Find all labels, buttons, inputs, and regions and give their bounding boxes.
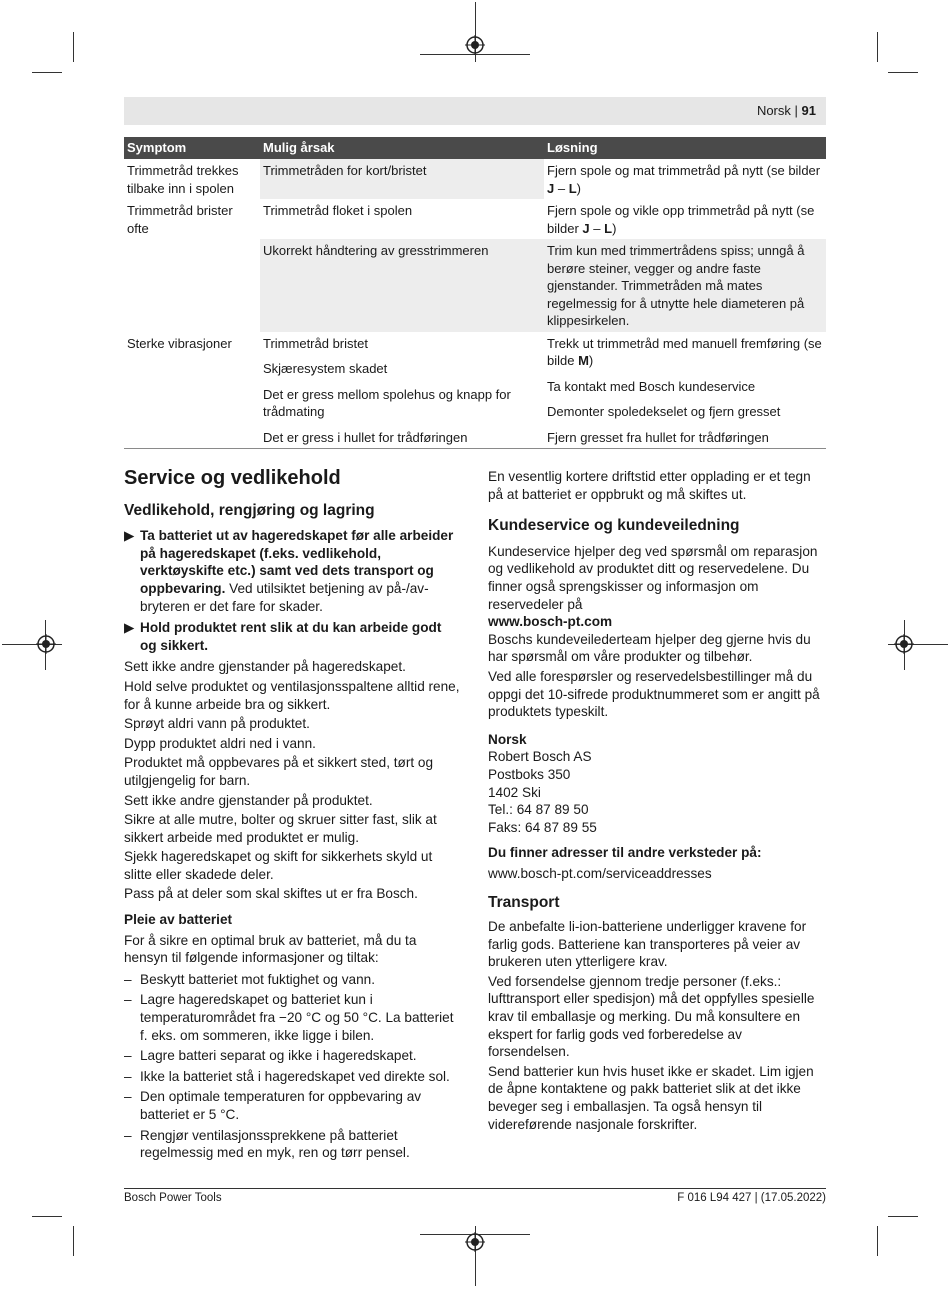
paragraph: Pass på at deler som skal skiftes ut er fra Bosch.	[124, 886, 418, 902]
footer-docnum: F 016 L94 427 | (17.05.2022)	[677, 1192, 826, 1204]
country-title: Norsk	[488, 731, 527, 747]
list-item	[124, 971, 460, 989]
paragraph: Produktet må oppbevares på et sikkert sted, tørt og utilgjengelig for barn.	[124, 755, 434, 788]
phone-line: Tel.: 64 87 89 50	[488, 802, 589, 818]
paragraph: Sjekk hageredskapet og skift for sikkerhets skyld ut slitte eller skadede deler.	[124, 849, 433, 882]
warning-text: Ved utilsiktet betjening av på-/av-bryteren er det fare for skader.	[140, 580, 429, 614]
service-url-text: www.bosch-pt.com	[488, 614, 613, 630]
solution-item: Ta kontakt med Bosch kundeservice	[547, 378, 756, 394]
paragraph: Sett ikke andre gjenstander på hageredskapet.	[124, 659, 406, 675]
bullet-triangle-icon: ▶	[124, 528, 135, 544]
table-row	[124, 239, 826, 332]
cause-cell: Ukorrekt håndtering av gresstrimmeren	[260, 239, 544, 332]
list-item	[124, 1127, 460, 1162]
battery-title: Pleie av batteriet	[124, 912, 233, 928]
warning-bold-text: Ta batteriet ut av hageredskapet før alle arbeider på hageredskapet (f.eks. vedlikehold, verktøyskifte etc.) samt ved dets transport og oppbevaring.	[140, 528, 454, 596]
subsection-title: Vedlikehold, rengjøring og lagring	[124, 501, 375, 519]
solution-item: Fjern gresset fra hullet for trådføringen	[547, 429, 769, 445]
crop-mark	[877, 32, 878, 62]
fax-line: Faks: 64 87 89 55	[488, 819, 597, 835]
table-row	[124, 159, 826, 199]
transport-title: Transport	[488, 894, 560, 912]
column-header: Løsning	[544, 137, 826, 159]
address-line: Postboks 350	[488, 766, 571, 782]
solution-cell	[544, 159, 826, 199]
list-item-text: Den optimale temperaturen for oppbevaring av batteriet er 5 °C.	[140, 1089, 422, 1122]
symptom-cell	[124, 239, 260, 332]
column-header: Symptom	[124, 137, 260, 159]
registration-mark-icon	[894, 634, 914, 654]
crop-mark	[32, 72, 62, 73]
paragraph: Hold selve produktet og ventilasjonsspaltene alltid rene, for å kunne arbeide bra og sikkert.	[124, 678, 460, 712]
figure-ref: J	[582, 220, 590, 236]
service-text: Kundeservice hjelper deg ved spørsmål om reparasjon og vedlikehold av produktet ditt og reservedelene. Du finner også sprengskisser og informasjon om reservedeler på	[488, 543, 818, 612]
solution-cell	[544, 199, 826, 239]
list-item	[124, 1088, 460, 1123]
footer-divider	[124, 1188, 826, 1189]
list-item	[124, 1047, 460, 1065]
service-url	[488, 613, 826, 631]
symptom-cell: Trimmetråd brister ofte	[127, 203, 233, 236]
workshops-title: Du finner adresser til andre verksteder på:	[488, 845, 762, 861]
solution-item: Demonter spoledekselet og fjern gresset	[547, 404, 781, 419]
list-item-text: Rengjør ventilasjonssprekkene på batteriet regelmessig med en myk, ren og tørr pensel.	[140, 1127, 410, 1161]
table-header-row	[124, 137, 826, 159]
symptom-cell: Trimmetråd trekkes tilbake inn i spolen	[127, 163, 239, 196]
section-title: Service og vedlikehold	[124, 467, 341, 489]
cause-cell	[260, 332, 544, 449]
crop-mark	[877, 1226, 878, 1256]
solution-cell: Trim kun med trimmertrådens spiss; unngå å berøre steiner, vegger og andre faste gjenstander. Trimmetråden må mates regelmessig for å utnytte hele diameteren på klippesirkelen.	[544, 239, 826, 332]
troubleshooting-table	[124, 137, 826, 449]
workshops-url: www.bosch-pt.com/serviceaddresses	[488, 865, 712, 881]
cause-item: Trimmetråd bristet	[263, 335, 368, 351]
list-item	[124, 991, 460, 1044]
cause-item: Det er gress i hullet for trådføringen	[263, 429, 468, 445]
cause-cell: Trimmetråden for kort/bristet	[260, 159, 544, 199]
closing-paren: )	[576, 180, 581, 196]
registration-mark-icon	[36, 634, 56, 654]
dash-marker: –	[124, 971, 132, 987]
registration-mark-icon	[465, 35, 485, 55]
footer-brand: Bosch Power Tools	[124, 1192, 222, 1204]
paragraph: De anbefalte li-ion-batteriene underligger kravene for farlig gods. Batteriene kan transporteres på veier av brukeren uten ytterligere krav.	[488, 919, 807, 970]
closing-paren: )	[612, 220, 617, 236]
solution-item	[547, 335, 823, 370]
column-header: Mulig årsak	[260, 137, 544, 159]
solution-cell	[544, 332, 826, 449]
crop-mark	[73, 1226, 74, 1256]
address-line: 1402 Ski	[488, 784, 541, 800]
dash-marker: –	[124, 992, 132, 1008]
symptom-cell: Sterke vibrasjoner	[124, 332, 260, 449]
warning-bullet	[124, 527, 460, 615]
paragraph: Boschs kundeveilederteam hjelper deg gjerne hvis du har spørsmål om våre produkter og tilbehør.	[488, 631, 811, 665]
figure-ref: J	[547, 180, 555, 196]
table-row	[124, 332, 826, 449]
list-item-text: Beskytt batteriet mot fuktighet og vann.	[140, 971, 375, 987]
warning-bold-text: Hold produktet rent slik at du kan arbeide godt og sikkert.	[140, 620, 442, 653]
header-separator: |	[794, 103, 798, 118]
paragraph: Sikre at alle mutre, bolter og skruer sitter fast, slik at sikkert arbeide med produktet er mulig.	[124, 812, 437, 845]
registration-mark-icon	[465, 1232, 485, 1252]
range-dash: –	[554, 180, 569, 196]
figure-ref: M	[578, 353, 589, 368]
closing-paren: )	[588, 353, 594, 368]
dash-marker: –	[124, 1068, 132, 1084]
solution-text: Trekk ut trimmetråd med manuell fremføring (se bilde	[547, 335, 822, 368]
header-label	[757, 103, 816, 118]
paragraph: Ved forsendelse gjennom tredje personer (f.eks.: lufttransport eller spedisjon) må det oppfylles spesielle krav til emballasje og merking. Du må konsultere en ekspert for farlig gods ved forberedelse av forsendelsen.	[488, 973, 815, 1060]
range-dash: –	[589, 220, 605, 236]
crop-mark	[888, 72, 918, 73]
page-number: 91	[801, 103, 816, 118]
paragraph: Dypp produktet aldri ned i vann.	[124, 735, 316, 751]
paragraph: Sett ikke andre gjenstander på produktet.	[124, 792, 373, 808]
paragraph: Send batterier kun hvis huset ikke er skadet. Lim igjen de åpne kontaktene og pakk batteriet slik at det ikke beveger seg i emballasjen. Ta også hensyn til videreførende nasjonale forskrifter.	[488, 1063, 814, 1132]
service-title: Kundeservice og kundeveiledning	[488, 517, 740, 535]
cause-item: Det er gress mellom spolehus og knapp for trådmating	[263, 386, 511, 419]
header-section: Norsk	[756, 103, 791, 118]
dash-marker: –	[124, 1127, 132, 1143]
figure-ref: L	[568, 180, 577, 196]
crop-mark	[32, 1216, 62, 1217]
left-column	[124, 467, 460, 1165]
list-item-text: Lagre hageredskapet og batteriet kun i temperaturområdet fra −20 °C og 50 °C. La batteriet f. eks. om sommeren, ikke ligge i bilen.	[140, 992, 454, 1043]
paragraph: Sprøyt aldri vann på produktet.	[124, 716, 310, 732]
paragraph: For å sikre en optimal bruk av batteriet, må du ta hensyn til følgende informasjoner og tiltak:	[124, 932, 417, 966]
dash-marker: –	[124, 1048, 132, 1064]
crop-mark	[73, 32, 74, 62]
crop-mark	[888, 1216, 918, 1217]
solution-text: Fjern spole og vikle opp trimmetråd på nytt (se bilder	[547, 203, 815, 236]
list-item-text: Lagre batteri separat og ikke i hageredskapet.	[140, 1048, 417, 1064]
solution-text: Fjern spole og mat trimmetråd på nytt (se bilder	[547, 163, 821, 178]
warning-bullet	[124, 619, 460, 654]
bullet-triangle-icon: ▶	[124, 620, 135, 636]
paragraph	[488, 543, 826, 613]
address-line: Robert Bosch AS	[488, 749, 592, 765]
cause-item: Skjæresystem skadet	[263, 361, 388, 376]
list-item	[124, 1068, 460, 1086]
paragraph: Ved alle forespørsler og reservedelsbestillinger må du oppgi det 10-sifrede produktnummeret som er angitt på produktets typeskilt.	[488, 668, 820, 720]
page-header	[124, 97, 826, 125]
figure-ref: L	[604, 220, 613, 236]
list-item-text: Ikke la batteriet stå i hageredskapet ved direkte sol.	[140, 1068, 450, 1084]
table-row	[124, 199, 826, 239]
dash-marker: –	[124, 1089, 132, 1105]
cause-cell: Trimmetråd floket i spolen	[260, 199, 544, 239]
paragraph: En vesentlig kortere driftstid etter opplading er et tegn på at batteriet er oppbrukt og må skiftes ut.	[488, 469, 811, 502]
right-column	[488, 468, 826, 1135]
